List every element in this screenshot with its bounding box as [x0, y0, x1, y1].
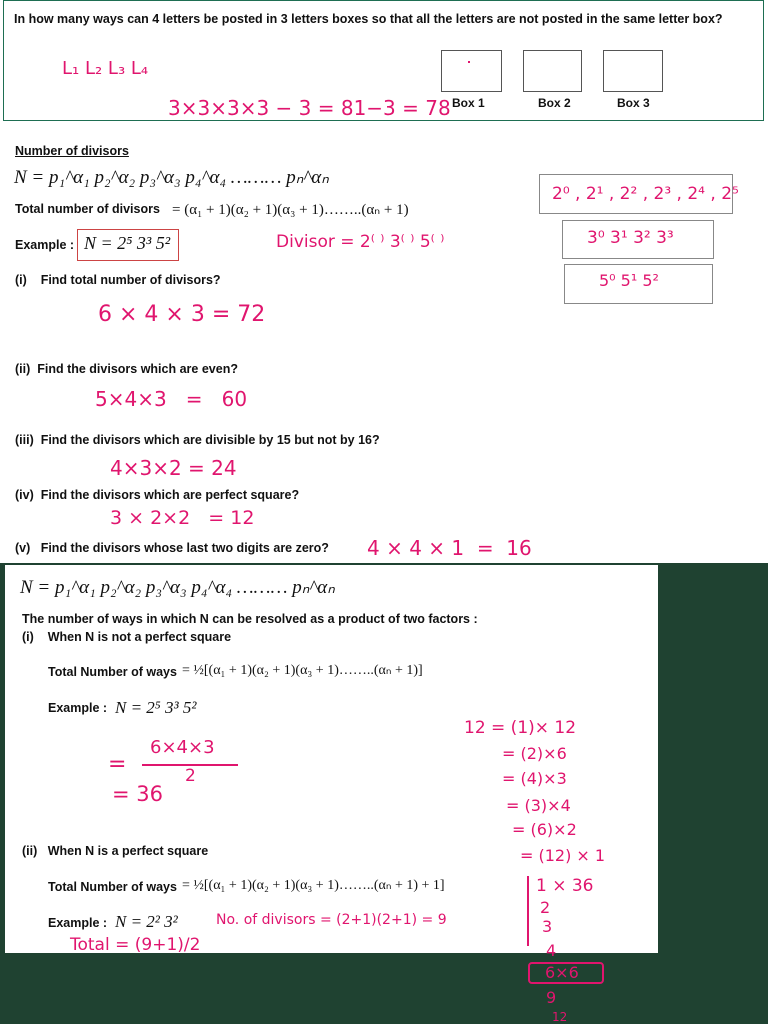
question-3: (iii) Find the divisors which are divisible by 15 but not by 16? — [15, 433, 380, 447]
question-4: (iv) Find the divisors which are perfect square? — [15, 488, 300, 502]
question-1: (i) Find total number of divisors? — [15, 273, 221, 287]
box-1-label: Box 1 — [452, 96, 485, 110]
hw-divisor-4: 4 — [546, 941, 557, 960]
hw-divisor-6: 9 — [546, 988, 557, 1007]
total-divisors-formula: = (α₁ + 1)(α₂ + 1)(α₃ + 1)……..(αₙ + 1) — [172, 202, 409, 218]
hw-answer-5: 4 × 4 × 1 = 16 — [367, 536, 532, 560]
hw-bracket-line — [527, 876, 529, 946]
hw-factor-pair-4: = (3)×4 — [506, 796, 571, 815]
hw-divisor-7: 12 — [552, 1010, 568, 1024]
hw-factor-pair-1: 12 = (1)× 12 — [464, 718, 577, 738]
total-ways-formula-2: = ½[(α₁ + 1)(α₂ + 1)(α₃ + 1)……..(αₙ + 1) + 1] — [182, 878, 445, 893]
total-divisors-label: Total number of divisors — [15, 202, 160, 216]
box-2-label: Box 2 — [538, 96, 571, 110]
hw-factor-pair-2: = (2)×6 — [502, 744, 567, 763]
hw-result-36: = 36 — [112, 782, 163, 806]
box-3 — [603, 50, 663, 92]
hw-number-of-divisors: No. of divisors = (2+1)(2+1) = 9 — [216, 912, 447, 928]
hw-powers-of-3: 3⁰ 3¹ 3² 3³ — [587, 228, 674, 248]
factors-case-1: (i) When N is not a perfect square — [22, 630, 232, 644]
hw-divisor-1: 1 × 36 — [536, 876, 594, 896]
divisors-formula: N = p₁^α₁ p₂^α₂ p₃^α₃ p₄^α₄ ……… pₙ^αₙ — [14, 167, 329, 188]
hw-numerator: 6×4×3 — [150, 737, 215, 758]
hw-denominator: 2 — [185, 766, 196, 786]
question-2: (ii) Find the divisors which are even? — [15, 362, 238, 376]
hw-answer-4: 3 × 2×2 = 12 — [110, 507, 255, 529]
factors-intro: The number of ways in which N can be resolved as a product of two factors : — [22, 612, 478, 626]
hw-equals: = — [108, 752, 127, 777]
hw-powers-of-2: 2⁰ , 2¹ , 2² , 2³ , 2⁴ , 2⁵ — [552, 184, 739, 204]
factors-case-2: (ii) When N is a perfect square — [22, 844, 209, 858]
hw-answer-3: 4×3×2 = 24 — [110, 456, 237, 480]
factors-formula: N = p₁^α₁ p₂^α₂ p₃^α₃ p₄^α₄ ……… pₙ^αₙ — [20, 577, 335, 598]
divisors-heading: Number of divisors — [15, 144, 129, 158]
hw-letters-calc: 3×3×3×3 − 3 = 81−3 = 78 — [168, 96, 451, 120]
hw-factor-pair-3: = (4)×3 — [502, 769, 567, 788]
example-label-1: Example : — [48, 701, 108, 715]
question-5: (v) Find the divisors whose last two digits are zero? — [15, 541, 329, 555]
hw-divisor-5: 6×6 — [545, 963, 579, 982]
hw-powers-of-5: 5⁰ 5¹ 5² — [599, 271, 659, 290]
question-text: In how many ways can 4 letters be posted in 3 letters boxes so that all the letters are not posted in the same letter box? — [14, 12, 723, 26]
example-label-2: Example : — [48, 916, 108, 930]
example-formula: N = 2⁵ 3³ 5² — [84, 233, 171, 253]
hw-letters: L₁ L₂ L₃ L₄ — [62, 58, 149, 79]
hw-divisor-2: 2 — [540, 898, 551, 917]
hw-answer-1: 6 × 4 × 3 = 72 — [98, 302, 266, 327]
total-ways-label-1: Total Number of ways — [48, 665, 177, 679]
example-formula-1: N = 2⁵ 3³ 5² — [115, 698, 197, 717]
total-ways-label-2: Total Number of ways — [48, 880, 177, 894]
example-formula-2: N = 2² 3² — [115, 912, 178, 931]
box-3-label: Box 3 — [617, 96, 650, 110]
hw-factor-pair-6: = (12) × 1 — [520, 846, 606, 865]
hw-divisor-3: 3 — [542, 917, 553, 936]
box-1-dot — [468, 61, 470, 63]
total-ways-formula-1: = ½[(α₁ + 1)(α₂ + 1)(α₃ + 1)……..(αₙ + 1)] — [182, 663, 423, 678]
hw-factor-pair-5: = (6)×2 — [512, 820, 577, 839]
hw-answer-2: 5×4×3 = 60 — [95, 387, 248, 411]
hw-divisor-form: Divisor = 2⁽ ⁾ 3⁽ ⁾ 5⁽ ⁾ — [276, 232, 445, 252]
box-1 — [441, 50, 502, 92]
example-label: Example : — [15, 238, 75, 252]
hw-total: Total = (9+1)/2 — [70, 935, 201, 955]
box-2 — [523, 50, 582, 92]
